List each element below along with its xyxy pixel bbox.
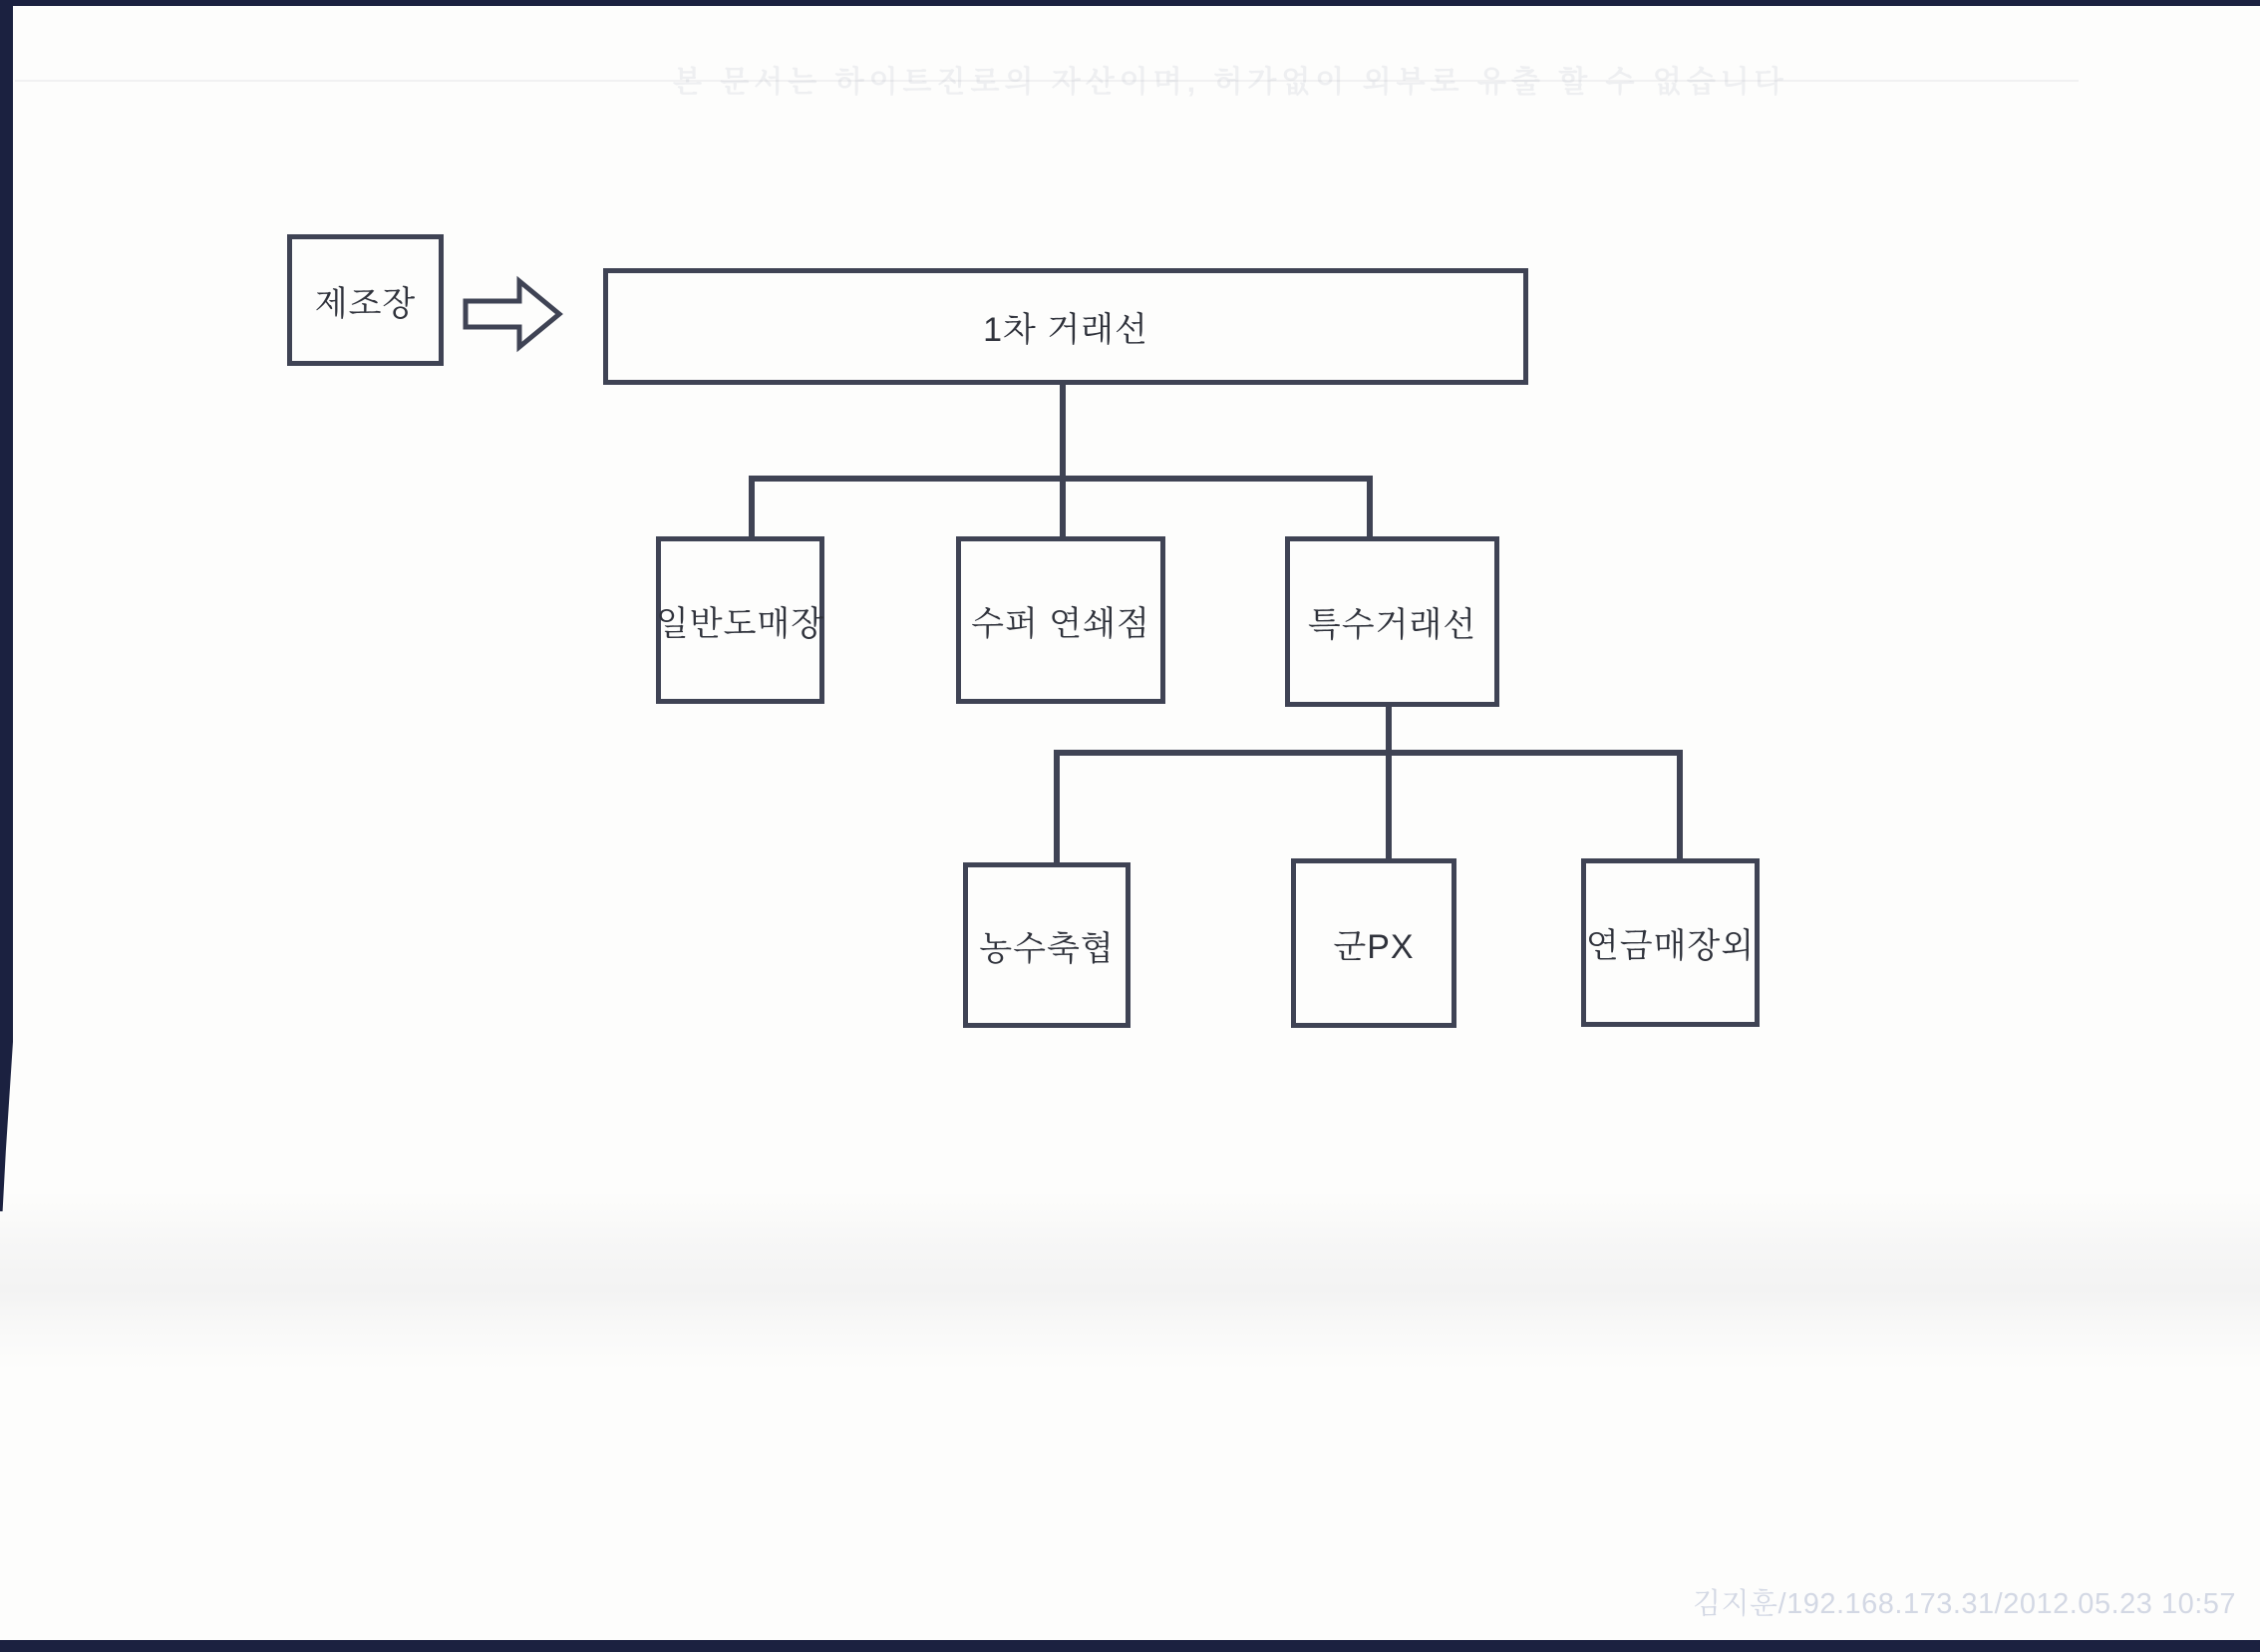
node-military-px [1291,858,1456,1028]
node-general-wholesale [656,536,824,704]
node-military-px-label: 군PX [1333,927,1415,966]
print-stamp-watermark: 김지훈/192.168.173.31/2012.05.23 10:57 [1693,1588,2237,1620]
node-pension-stores-label: 연금매장외 [1585,927,1756,965]
scan-shadow-band [0,1191,2260,1371]
node-pension-stores [1581,858,1760,1027]
node-agri-coop-label: 농수축협 [979,929,1115,968]
connector-line [1386,702,1392,858]
connector-line [749,476,1373,482]
right-block-arrow-icon [463,275,564,353]
node-agri-coop [963,862,1130,1028]
connector-line [1054,750,1683,756]
connector-line [1677,750,1683,858]
node-super-chain [956,536,1165,704]
node-special-trade-line-label: 특수거래선 [1307,606,1477,644]
node-primary-trade-line-label: 1차 거래선 [983,311,1148,349]
scan-edge-left [0,0,13,1211]
node-special-trade-line [1285,536,1499,707]
connector-line [1060,380,1066,536]
connector-line [1054,750,1060,862]
node-general-wholesale-label: 일반도매장 [655,604,825,643]
scan-edge-top [0,0,2260,6]
connector-line [749,476,755,536]
node-factory-label: 제조장 [314,284,417,323]
node-factory [287,234,444,366]
confidentiality-watermark: 본 문서는 하이트진로의 자산이며, 허가없이 외부로 유출 할 수 없습니다 [673,66,1788,99]
node-primary-trade-line [603,268,1528,385]
node-super-chain-label: 수퍼 연쇄점 [971,604,1150,643]
connector-line [1367,476,1373,536]
scan-edge-bottom [0,1640,2260,1652]
